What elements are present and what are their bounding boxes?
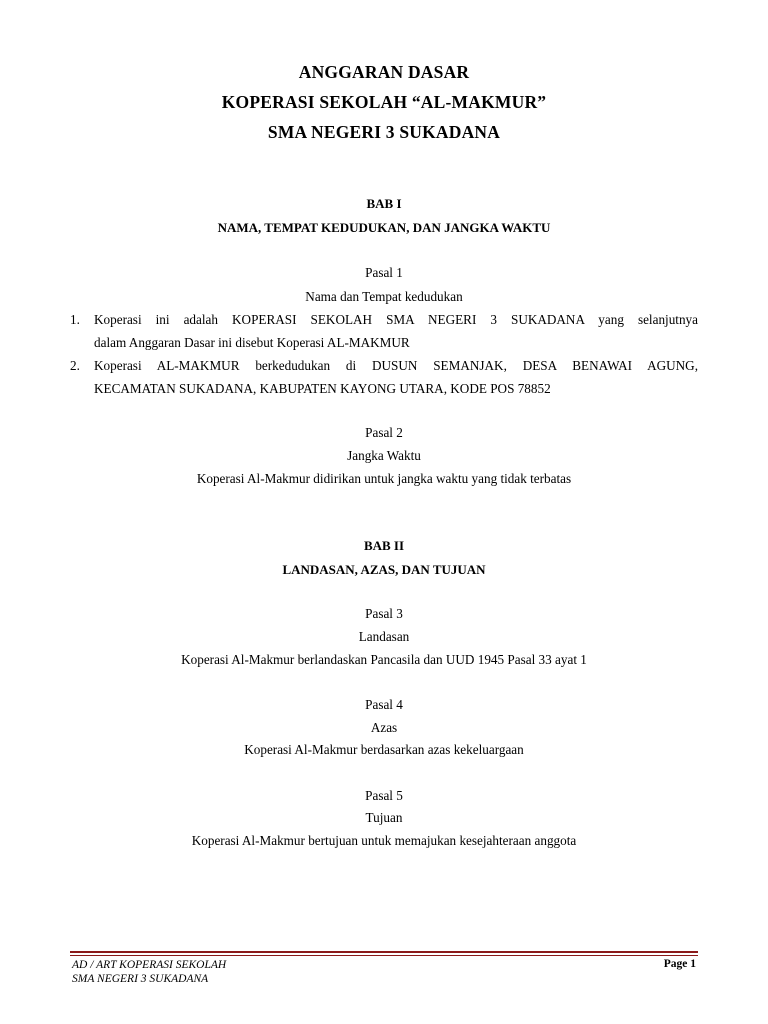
footer-line1: AD / ART KOPERASI SEKOLAH	[72, 959, 227, 971]
doc-title-line2: KOPERASI SEKOLAH “AL-MAKMUR”	[221, 92, 547, 112]
list-item-line: KECAMATAN SUKADANA, KABUPATEN KAYONG UTARA, KODE POS 78852	[94, 381, 551, 396]
list-item	[70, 308, 698, 354]
pasal4-title: Azas	[370, 720, 398, 735]
footer-line2: SMA NEGERI 3 SUKADANA	[72, 973, 209, 985]
bab1-title: NAMA, TEMPAT KEDUDUKAN, DAN JANGKA WAKTU	[217, 220, 551, 235]
list-item-number: 1.	[70, 312, 80, 327]
pasal5-text: Koperasi Al-Makmur bertujuan untuk memajukan kesejahteraan anggota	[191, 833, 577, 848]
list-item-line: Koperasi AL-MAKMUR berkedudukan di DUSUN SEMANJAK, DESA BENAWAI AGUNG,	[94, 358, 698, 373]
pasal2-title: Jangka Waktu	[347, 448, 421, 463]
page-number: Page 1	[663, 958, 696, 970]
bab1-label: BAB I	[366, 196, 402, 211]
pasal1-list	[70, 308, 698, 400]
bab2-label: BAB II	[363, 538, 405, 553]
pasal5-label: Pasal 5	[365, 788, 403, 803]
list-item-number: 2.	[70, 358, 80, 373]
pasal2-label: Pasal 2	[365, 425, 403, 440]
pasal4-text: Koperasi Al-Makmur berdasarkan azas kekeluargaan	[244, 742, 524, 757]
list-item-line: Koperasi ini adalah KOPERASI SEKOLAH SMA NEGERI 3 SUKADANA yang selanjutnya	[94, 312, 698, 327]
doc-title-line3: SMA NEGERI 3 SUKADANA	[267, 122, 501, 142]
pasal3-text: Koperasi Al-Makmur berlandaskan Pancasila dan UUD 1945 Pasal 33 ayat 1	[181, 652, 587, 667]
pasal3-title: Landasan	[358, 629, 410, 644]
pasal2-text: Koperasi Al-Makmur didirikan untuk jangka waktu yang tidak terbatas	[196, 471, 572, 486]
doc-title-line1: ANGGARAN DASAR	[298, 62, 470, 82]
pasal4-label: Pasal 4	[365, 697, 403, 712]
footer-divider-thin	[70, 955, 698, 956]
pasal1-label: Pasal 1	[365, 265, 403, 280]
footer-caption	[72, 958, 226, 986]
list-item-line: dalam Anggaran Dasar ini disebut Koperasi AL-MAKMUR	[94, 335, 410, 350]
pasal3-label: Pasal 3	[365, 606, 403, 621]
pasal5-title: Tujuan	[365, 810, 403, 825]
bab2-title: LANDASAN, AZAS, DAN TUJUAN	[282, 562, 486, 577]
pasal1-title: Nama dan Tempat kedudukan	[305, 289, 463, 304]
list-item	[70, 354, 698, 400]
footer-divider	[70, 951, 698, 953]
